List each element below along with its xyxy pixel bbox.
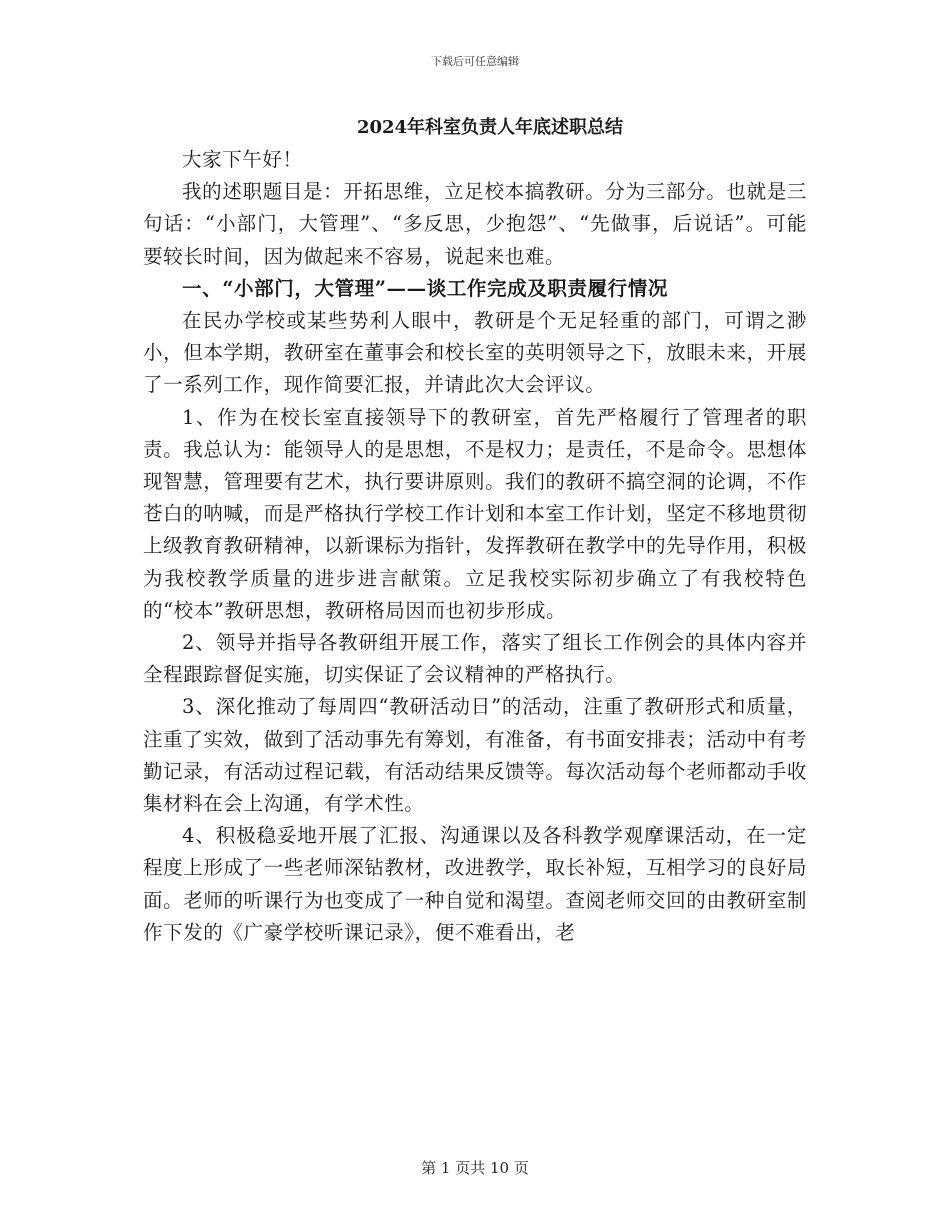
page-footer: 第 1 页共 10 页 <box>421 1159 529 1177</box>
paragraph-intro: 我的述职题目是：开拓思维，立足校本搞教研。分为三部分。也就是三句话：“小部门，大管理”、“多反思，少抱怨”、“先做事，后说话”。可能要较长时间，因为做起来不容易，说起来也难。 <box>143 180 807 268</box>
section-heading-1: 一、“小部门，大管理”——谈工作完成及职责履行情况 <box>182 276 668 300</box>
paragraph-greeting: 大家下午好！ <box>182 148 303 171</box>
document-body <box>143 112 807 949</box>
header-note: 下载后可任意编辑 <box>431 55 519 68</box>
paragraph-item-4: 4、积极稳妥地开展了汇报、沟通课以及各科教学观摩课活动，在一定程度上形成了一些老师深钻教材，改进教学，取长补短，互相学习的良好局面。老师的听课行为也变成了一种自觉和渴望。查阅老师交回的由教研室制作下发的《广豪学校听课记录》，便不难看出，老 <box>143 824 807 944</box>
paragraph-item-2: 2、领导并指导各教研组开展工作，落实了组长工作例会的具体内容并全程跟踪督促实施，切实保证了会议精神的严格执行。 <box>143 631 807 687</box>
paragraph-item-3: 3、深化推动了每周四“教研活动日”的活动，注重了教研形式和质量，注重了实效，做到了活动事先有筹划，有准备，有书面安排表；活动中有考勤记录，有活动过程记载，有活动结果反馈等。每次活动每个老师都动手收集材料在会上沟通，有学术性。 <box>143 695 807 816</box>
paragraph-section-1-intro: 在民办学校或某些势利人眼中，教研是个无足轻重的部门，可谓之渺小，但本学期，教研室在董事会和校长室的英明领导之下，放眼未来，开展了一系列工作，现作简要汇报，并请此次大会评议。 <box>143 309 807 397</box>
paragraph-item-1: 1、作为在校长室直接领导下的教研室，首先严格履行了管理者的职责。我总认为：能领导人的是思想，不是权力；是责任，不是命令。思想体现智慧，管理要有艺术，执行要讲原则。我们的教研不搞空洞的论调，不作苍白的呐喊，而是严格执行学校工作计划和本室工作计划，坚定不移地贯彻上级教育教研精神，以新课标为指针，发挥教研在教学中的先导作用，积极为我校教学质量的进步进言献策。立足我校实际初步确立了有我校特色的“校本”教研思想，教研格局因而也初步形成。 <box>143 405 807 622</box>
document-title: 2024年科室负责人年底述职总结 <box>356 117 624 138</box>
